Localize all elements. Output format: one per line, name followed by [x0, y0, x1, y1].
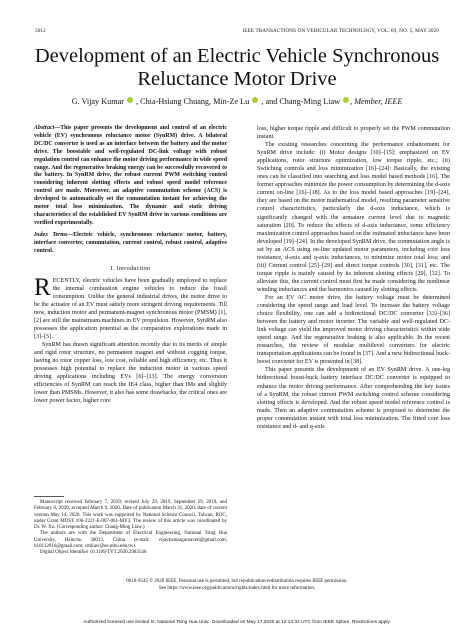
right-paragraph-0: loss, higher torque ripple and difficult to properly set the PWM commutation instant. — [257, 126, 450, 141]
index-terms-label: Index Terms — [34, 231, 68, 238]
drop-cap: R — [34, 273, 51, 301]
intro-paragraph-2: SynRM has drawn significant attention recently due to its merits of simple and rigid rotor structure, no permanent magnet and without cogging torque, having no rotor copper loss, low cost, reliable and high efficiency, etc. Thus it possesses high potential to replace the induction motor in various speed driving applications including EVs [6]–[13]. The energy conversion efficiencies of SynRM can reach the IE4 class, higher than IMs and slightly lower than PMSMs. However, it also has some drawbacks, the critical ones are lower power factor, higher core — [34, 341, 227, 405]
section-heading: I. Introduction — [110, 265, 151, 272]
page-number: 5012 — [35, 28, 46, 34]
left-column — [34, 125, 227, 405]
journal-name: IEEE TRANSACTIONS ON VEHICULAR TECHNOLOGY, VOL. 69, NO. 5, MAY 2020 — [242, 28, 439, 34]
author-role: , Member, IEEE — [350, 97, 403, 106]
orcid-icon[interactable] — [127, 97, 133, 103]
index-terms — [34, 232, 227, 256]
abstract-label: Abstract — [34, 125, 55, 131]
orcid-icon[interactable] — [252, 97, 258, 103]
right-paragraph-1: The existing researches concerning the performance enhancement for SynRM drive include: (i) Motor designs [10]–[15]: emphasized on EV applications, rotor structure optimization, low torque ripple, etc.; (ii) Switching controls and loss minimization [16]–[24]: Basically, the existing ones can be classified into searching and loss model based methods [16]. The former approaches minimize the power consumption by determining the d-axis current on-line [16]–[18]. As to the loss model based approaches [19]–[24], they are based on the motor mathematical model, resulting parameter sensitive control characteristics, particularly the d-axis inductance, which is significantly changed with the armature current level due to magnetic saturation [20]. To reduce the effects of d-axis inductance, some efficiency maximization control approaches based on the estimated inductance have been developed [19]–[24]. In the developed SynRM drive, the commutation angle is set by an ACS using on-line updated motor parameters, including core loss resistance, d-axis and q-axis inductances, to minimize motor total loss; and (iii) Current control [25]–[29] and direct torque controls [30], [31], etc. The torque ripple is mainly caused by its inherent slotting effects [29], [32]. To alleviate this, the current control must first be made considering the nonlinear winding inductances and the harmonics caused by slotting effects. — [257, 142, 450, 293]
right-paragraph-3: This paper presents the development of an EV SynRM drive. A one-leg bidirectional boost-buck battery interface DC/DC converter is equipped to enhance the motor driving performance. After comprehending the key issues of a SynRM, the robust current PWM switching control scheme considering slotting effects is developed. And the robust speed model reference control is made. Then an adaptive commutation scheme is proposed to determine the proper commutation instant with total loss minimization. The fitted core loss resistance and d- and q-axis — [257, 367, 450, 430]
intro-paragraph-1-text: ECENTLY, electric vehicles have been gradually employed to replace the internal combustion engine vehicles to reduce the fossil consumption. Unlike the general industrial drives, the motor drive to be the actuator of an EV must satisfy more stringent driving requirements. Till now, induction motor and permanent-magnet synchronous motor (PMSM) [1], [2] are still the mainstream machines in EV propulsion. However, SynRM also possesses the application potential as the comparative explorations made in [3]–[5]. — [34, 277, 227, 340]
footnote-affiliation: The authors are with the Department of Electrical Engineering, National Tsing Hua University, Hsinchu 30013, China (e-mail: vijaykumargarnaveti@gmail.com; b10112016@gmail.com; cmliaw@ee.nthu.edu.tw). — [34, 531, 227, 550]
footnote-rule — [34, 496, 64, 497]
author-line — [20, 97, 454, 106]
right-paragraph-2: For an EV AC motor drive, the battery voltage must be determined considering the speed range and load level. To increase the battery voltage choice flexibility, one can add a bidirectional DC/DC converter [33]–[36] between the battery and motor inverter. The variable and well-regulated DC-link voltage can yield the improved motor driving characteristics within wide speed range. And the regenerative braking is also applicable. In the recent researches, the review of modular multilevel converters for electric transportation applications can be found in [37]. And a new bidirectional buck-boost converter for EV is presented in [38]. — [257, 294, 450, 366]
intro-paragraph-1 — [34, 273, 227, 341]
copyright-line-2: See https://www.ieee.org/publications/rights/index.html for more information. — [158, 586, 316, 591]
author-1: G. Vijay Kumar — [71, 97, 124, 106]
right-column — [257, 125, 450, 431]
abstract — [34, 125, 227, 228]
copyright-notice — [20, 578, 454, 592]
index-terms-text: —Electric vehicle, synchronous reluctance motor, battery, interface converter, commutation, current control, robust control, adaptive control. — [34, 231, 227, 254]
copyright-line-1: 0018-9545 © 2020 IEEE. Personal use is permitted, but republication/redistribution requires IEEE permission. — [126, 579, 348, 584]
license-banner: Authorized licensed use limited to: National Tsing Hua Univ.. Downloaded on May 17,2020 at 12:13:32 UTC from IEEE Xplore. Restrictions apply. — [83, 620, 391, 625]
author-2-3: , Chia-Hsiang Chuang, Min-Ze Lu — [136, 97, 250, 106]
paper-title: Development of an Electric Vehicle Synchronous Reluctance Motor Drive — [34, 45, 440, 90]
footnote-manuscript: Manuscript received February 7, 2019; revised July 29, 2019, September 29, 2019, and February 6, 2020; accepted March 9, 2020. Date of publication March 31, 2020; date of current version May 14, 2020. This work was supported by National Science Council, Taiwan, ROC, under Grant MOST 106-2221-E-007-061-MY3. The review of this article was coordinated by Dr. W. Xu. (Corresponding author: Chang-Ming Liaw.) — [34, 500, 227, 531]
abstract-text: —This paper presents the development and control of an electric vehicle (EV) synchronous reluctance motor (SynRM) drive. A bilateral DC/DC converter is used as an interface between the battery and the motor drive. The boostable and well-regulated DC-link voltage with robust regulation control can enhance the motor driving performance in wide speed range. And the regenerative braking energy can be successfully recovered to the battery. In SynRM drive, the robust current PWM switching control considering inherent slotting effects and robust speed model reference control are made. Moreover, an adaptive commutation scheme (ACS) is developed to automatically set the commutation instant for achieving the motor total loss minimization. The dynamic and static driving characteristics of the established EV SynRM drive in various conditions are verified experimentally. — [34, 125, 227, 226]
footnote — [34, 496, 227, 557]
orcid-icon[interactable] — [343, 97, 349, 103]
author-4: , and Chang-Ming Liaw — [261, 97, 341, 106]
footnote-doi: Digital Object Identifier 10.1109/TVT.2020.2983546 — [40, 550, 147, 556]
